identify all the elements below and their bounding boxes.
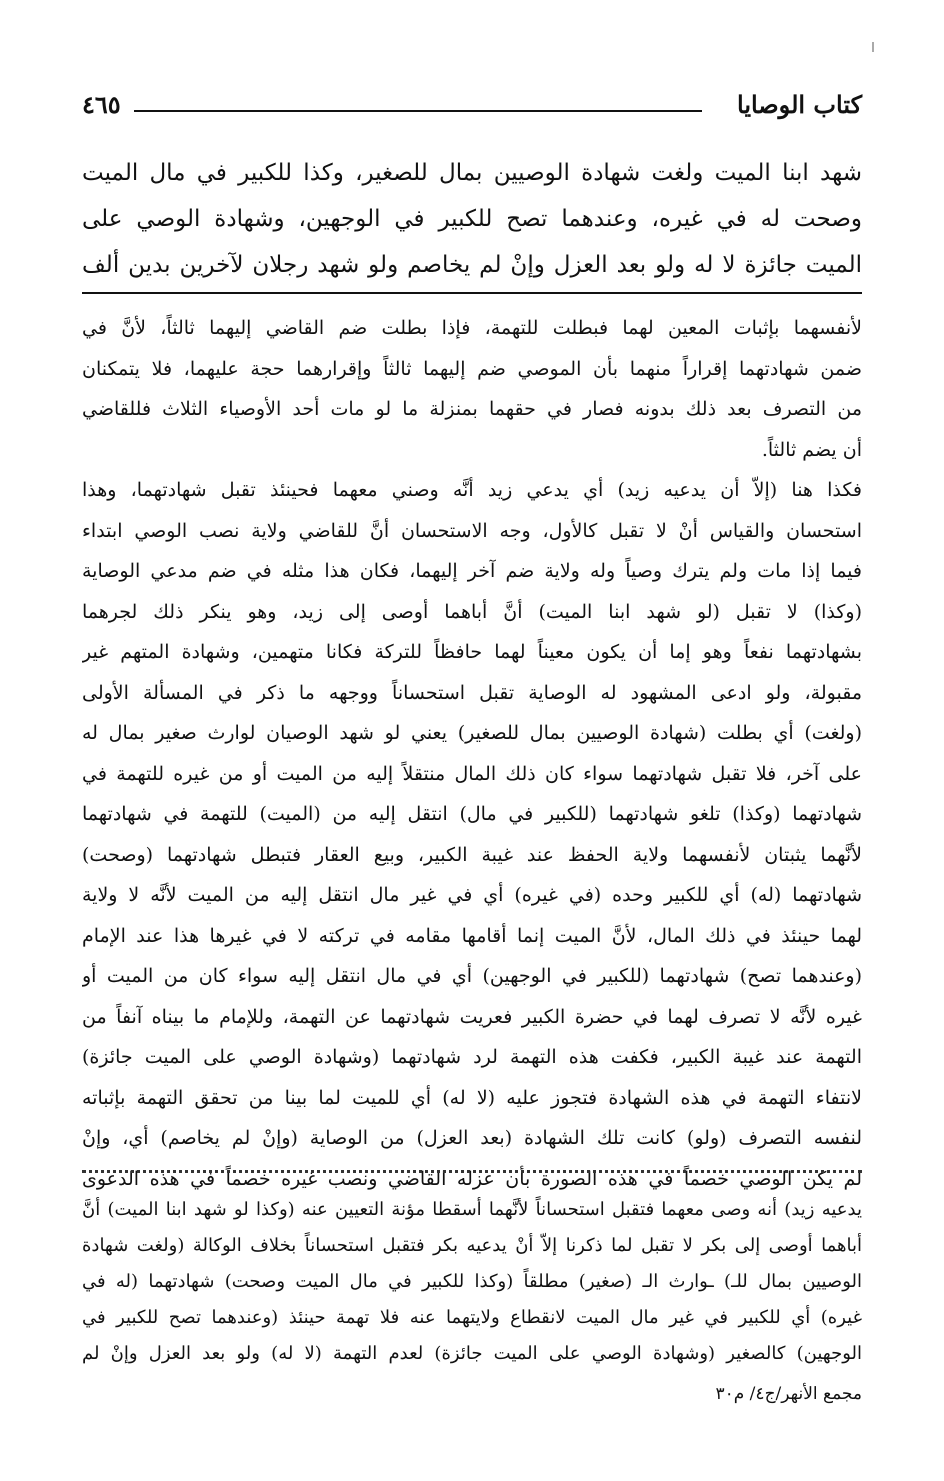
commentary-line: بشهادتهما نفعاً وهو إما أن يكون معيناً لهما حافظاً للتركة فكانا متهمين، وشهادة المتهم غير (82, 641, 862, 663)
dotted-divider (82, 1170, 862, 1181)
main-text-line: الميت جائزة لا له ولو بعد العزل وإنْ لم يخاصم ولو شهد رجلان لآخرين بدين ألف (82, 252, 862, 278)
commentary-line: من التصرف بعد ذلك بدونه فصار في حقهما بمنزلة ما لو مات أحد الأوصياء الثلاث فللقاضي (82, 398, 862, 420)
page-header (82, 90, 862, 122)
commentary-line: غيره لأنَّه لا تصرف لهما في حضرة الكبير فعريت شهادتهما عن التهمة، وللإمام ما بيناه آنفاً من (82, 1005, 862, 1028)
commentary-line: على آخر، فلا تقبل شهادتهما سواء كان ذلك المال منتقلاً إليه من الميت أو من غيره للتهمة في (82, 762, 862, 785)
commentary-line: (وكذا) لا تقبل (لو شهد ابنا الميت) أنَّ أباهما أوصى إلى زيد، وهو ينكر ذلك لجرهما (82, 600, 862, 623)
commentary-line: مقبولة، ولو ادعى المشهود له الوصاية تقبل استحساناً ووجهه ما ذكر في المسألة الأولى (82, 681, 862, 704)
header-rule (134, 110, 702, 112)
main-text (82, 150, 862, 288)
main-text-line: وصحت له في غيره، وعندهما تصح للكبير في الوجهين، وشهادة الوصي على (82, 206, 862, 232)
commentary-line: ضمن شهادتهما إقراراً منهما بأن الموصي ضم إليهما ثالثاً وإقرارهما حجة عليهما، فلا يتمكنان (82, 357, 862, 380)
commentary-line: لأنفسهما بإثبات المعين لهما فبطلت للتهمة، فإذا بطلت ضم القاضي إليهما ثالثاً، لأنَّ في (82, 317, 862, 339)
commentary-line: لانتفاء التهمة في هذه الشهادة فتجوز عليه (لا له) أي للميت لما بينا من تحقق التهمة بإثباته (82, 1086, 862, 1109)
section-divider (82, 292, 862, 294)
book-title: كتاب الوصايا (737, 90, 862, 119)
main-text-line: شهد ابنا الميت ولغت شهادة الوصيين بمال للصغير، وكذا للكبير في مال الميت (82, 160, 862, 186)
commentary-line: شهادتهما (له) أي للكبير وحده (في غيره) أي في غير مال انتقل إليه من الميت لأنَّه لا ولاية (82, 884, 862, 906)
commentary-line: لنفسه التصرف (ولو) كانت تلك الشهادة (بعد العزل) من الوصاية (وإنْ لم يخاصم) أي، وإنْ (82, 1127, 862, 1149)
commentary-text (82, 308, 862, 1199)
footnote-line: غيره) أي للكبير في غير مال الميت لانقطاع ولايتهما عنه فلا تهمة حينئذ (وعندهما تصح للكبير في (82, 1307, 862, 1328)
commentary-line: استحسان والقياس أنْ لا تقبل كالأول، وجه الاستحسان أنَّ للقاضي ولاية نصب الوصي ابتداء (82, 519, 862, 542)
commentary-line: فكذا هنا (إلاّ أن يدعيه زيد) أي يدعي زيد أنَّه وصني معهما فحينئذ تقبل شهادتهما، وهذا (82, 479, 862, 501)
commentary-line: لهما حينئذ في ذلك المال، لأنَّ الميت إنما أقامها مقامه في تركته لا في غيرها هذا عند الإمام (82, 924, 862, 947)
commentary-line: أن يضم ثالثاً. (761, 438, 862, 461)
commentary-line: فيما إذا مات ولم يترك وصياً وله ولاية ضم آخر إليهما، فكان هذا مثله في ضم مدعي الوصاية (82, 560, 862, 582)
page-number: ٤٦٥ (82, 90, 121, 119)
footnote-line: يدعيه زيد) أنه وصى معهما فتقبل استحساناً لأنَّهما أسقطا مؤنة التعيين عنه (وكذا لو شهد ابنا الميت) أنَّ (82, 1199, 862, 1220)
commentary-line: لأنَّهما يثبتان لأنفسهما ولاية الحفظ عند غيبة الكبير، وبيع العقار فتبطل شهادتهما (وصحت) (82, 843, 862, 866)
footnote-line: أباهما أوصى إلى بكر لا تقبل لما ذكرنا إلاّ أنْ يدعيه بكر فتقبل استحساناً بخلاف الوكالة (ولغت شهادة (82, 1235, 862, 1256)
commentary-line: التهمة عند غيبة الكبير، فكفت هذه التهمة لرد شهادتهما (وشهادة الوصي على الميت جائزة) (82, 1046, 862, 1068)
commentary-line: (ولغت) أي بطلت (شهادة الوصيين بمال للصغير) يعني لو شهد الوصيان لوارث صغير بمال له (82, 722, 862, 744)
commentary-line: (وعندهما تصح) شهادتهما (للكبير في الوجهين) أي في مال انتقل إليه سواء كان من الميت أو (82, 965, 862, 987)
printer-signature: مجمع الأنهر/ج٤/ م٣٠ (715, 1384, 862, 1404)
footnote-text (82, 1192, 862, 1372)
commentary-line: شهادتهما (وكذا) تلغو شهادتهما (للكبير في مال) انتقل إليه من (الميت) للتهمة في شهادتهما (82, 803, 862, 825)
margin-mark (872, 42, 874, 52)
footnote-line: الوجهين) كالصغير (وشهادة الوصي على الميت جائزة) لعدم التهمة (لا له) ولو بعد العزل وإنْ لم (82, 1343, 862, 1364)
footnote-line: الوصيين بمال للـ) ـوارث الـ (صغير) مطلقاً (وكذا للكبير في مال الميت وصحت) شهادتهما (له في (82, 1271, 862, 1292)
commentary-line: لم يكن الوصي خصماً في هذه الصورة بأن عزله القاضي ونصب غيره خصماً في هذه الدعوى (82, 1167, 862, 1190)
